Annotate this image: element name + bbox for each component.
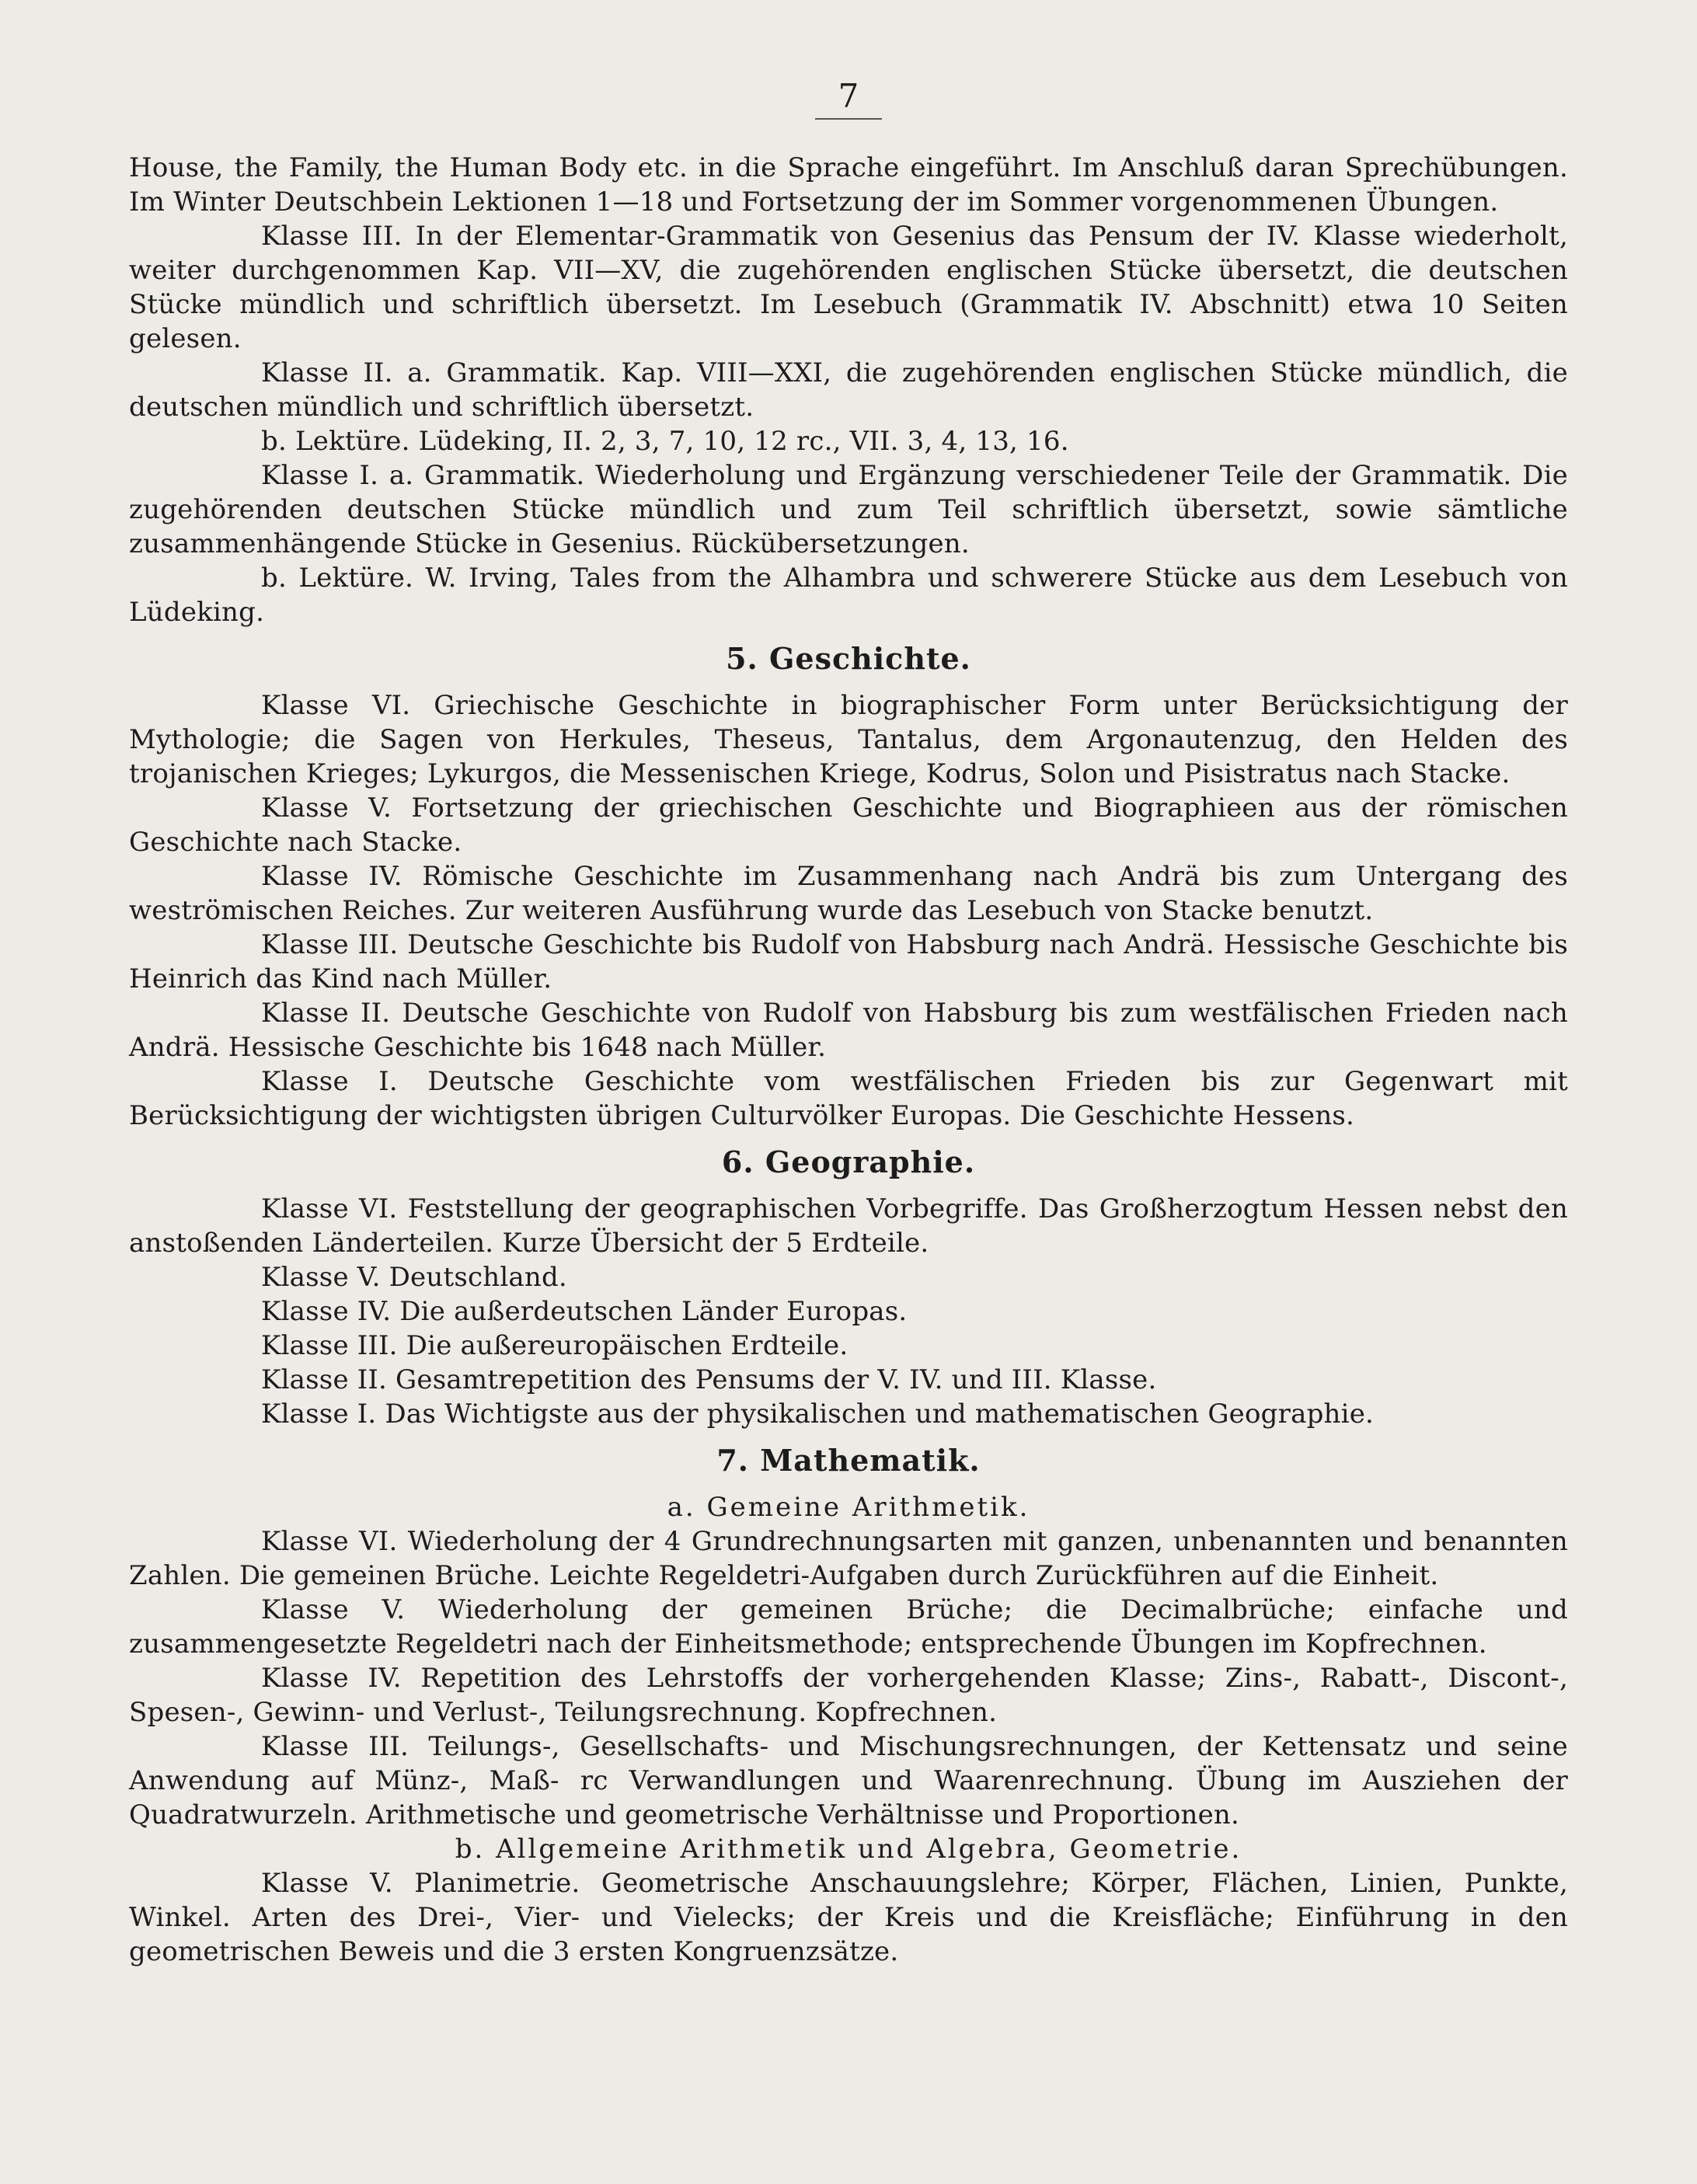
- paragraph: Klasse V. Wiederholung der gemeinen Brüche; die Decimalbrüche; einfache und zusammengesetzte Regeldetri nach der Einheitsmethode; entsprechende Übungen im Kopfrechnen.: [129, 1594, 1568, 1660]
- paragraph: Klasse V. Fortsetzung der griechischen Geschichte und Biographieen aus der römischen Geschichte nach Stacke.: [129, 792, 1568, 858]
- paragraph: Klasse IV. Die außerdeutschen Länder Europas.: [261, 1296, 908, 1327]
- subheading-allgemeine-arithmetik: b. Allgemeine Arithmetik und Algebra, Geometrie.: [455, 1834, 1242, 1865]
- paragraph: Klasse IV. Repetition des Lehrstoffs der vorhergehenden Klasse; Zins-, Rabatt-, Discont-, Spesen-, Gewinn- und Verlust-, Teilungsrechnung. Kopfrechnen.: [129, 1663, 1568, 1728]
- paragraph: Klasse V. Deutschland.: [261, 1262, 567, 1293]
- paragraph: Klasse I. Deutsche Geschichte vom westfälischen Frieden bis zur Gegenwart mit Berücksichtigung der wichtigsten übrigen Culturvölker Europas. Die Geschichte Hessens.: [129, 1066, 1568, 1131]
- paragraph: Klasse III. Die außereuropäischen Erdteile.: [261, 1330, 848, 1361]
- paragraph: Klasse VI. Wiederholung der 4 Grundrechnungsarten mit ganzen, unbenannten und benannten Zahlen. Die gemeinen Brüche. Leichte Regeldetri-Aufgaben durch Zurückführen auf die Einheit.: [129, 1526, 1568, 1591]
- paragraph: Klasse VI. Feststellung der geographischen Vorbegriffe. Das Großherzogtum Hessen nebst den anstoßenden Länderteilen. Kurze Übersicht der 5 Erdteile.: [129, 1193, 1568, 1259]
- paragraph: b. Lektüre. W. Irving, Tales from the Alhambra und schwerere Stücke aus dem Lesebuch von Lüdeking.: [129, 563, 1568, 628]
- page-number: 7: [129, 78, 1568, 120]
- paragraph: Klasse II. Gesamtrepetition des Pensums der V. IV. und III. Klasse.: [261, 1364, 1157, 1395]
- paragraph: Klasse III. In der Elementar-Grammatik von Gesenius das Pensum der IV. Klasse wiederholt, weiter durchgenommen Kap. VII—XV, die zugehörenden englischen Stücke übersetzt, die deutschen Stücke mündlich und schriftlich übersetzt. Im Lesebuch (Grammatik IV. Abschnitt) etwa 10 Seiten gelesen.: [129, 221, 1568, 354]
- subheading-gemeine-arithmetik: a. Gemeine Arithmetik.: [667, 1492, 1030, 1523]
- section-heading-geographie: 6. Geographie.: [721, 1144, 976, 1179]
- paragraph: Klasse I. a. Grammatik. Wiederholung und Ergänzung verschiedener Teile der Grammatik. Die zugehörenden deutschen Stücke mündlich und zum Teil schriftlich übersetzt, sowie sämtliche zusammenhängende Stücke in Gesenius. Rückübersetzungen.: [129, 460, 1568, 559]
- paragraph: b. Lektüre. Lüdeking, II. 2, 3, 7, 10, 12 rc., VII. 3, 4, 13, 16.: [261, 426, 1069, 457]
- paragraph: Klasse V. Planimetrie. Geometrische Anschauungslehre; Körper, Flächen, Linien, Punkte, Winkel. Arten des Drei-, Vier- und Vielecks; der Kreis und die Kreisfläche; Einführung in den geometrischen Beweis und die 3 ersten Kongruenzsätze.: [129, 1868, 1568, 1967]
- paragraph: Klasse I. Das Wichtigste aus der physikalischen und mathematischen Geographie.: [261, 1399, 1375, 1430]
- section-heading-mathematik: 7. Mathematik.: [716, 1443, 981, 1478]
- paragraph: Klasse II. Deutsche Geschichte von Rudolf von Habsburg bis zum westfälischen Frieden nach Andrä. Hessische Geschichte bis 1648 nach Müller.: [129, 998, 1568, 1063]
- paragraph: Klasse III. Teilungs-, Gesellschafts- und Mischungsrechnungen, der Kettensatz und seine Anwendung auf Münz-, Maß- rc Verwandlungen und Waarenrechnung. Übung im Ausziehen der Quadratwurzeln. Arithmetische und geometrische Verhältnisse und Proportionen.: [129, 1731, 1568, 1830]
- paragraph: Klasse III. Deutsche Geschichte bis Rudolf von Habsburg nach Andrä. Hessische Geschichte bis Heinrich das Kind nach Müller.: [129, 929, 1568, 994]
- paragraph: Klasse IV. Römische Geschichte im Zusammenhang nach Andrä bis zum Untergang des weströmischen Reiches. Zur weiteren Ausführung wurde das Lesebuch von Stacke benutzt.: [129, 861, 1568, 926]
- paragraph: Klasse VI. Griechische Geschichte in biographischer Form unter Berücksichtigung der Mythologie; die Sagen von Herkules, Theseus, Tantalus, dem Argonautenzug, den Helden des trojanischen Krieges; Lykurgos, die Messenischen Kriege, Kodrus, Solon und Pisistratus nach Stacke.: [129, 690, 1568, 789]
- section-heading-geschichte: 5. Geschichte.: [726, 641, 971, 676]
- paragraph: Klasse II. a. Grammatik. Kap. VIII—XXI, die zugehörenden englischen Stücke mündlich, die deutschen mündlich und schriftlich übersetzt.: [129, 357, 1568, 423]
- paragraph: House, the Family, the Human Body etc. in die Sprache eingeführt. Im Anschluß daran Sprechübungen. Im Winter Deutschbein Lektionen 1—18 und Fortsetzung der im Sommer vorgenommenen Übungen.: [129, 152, 1568, 218]
